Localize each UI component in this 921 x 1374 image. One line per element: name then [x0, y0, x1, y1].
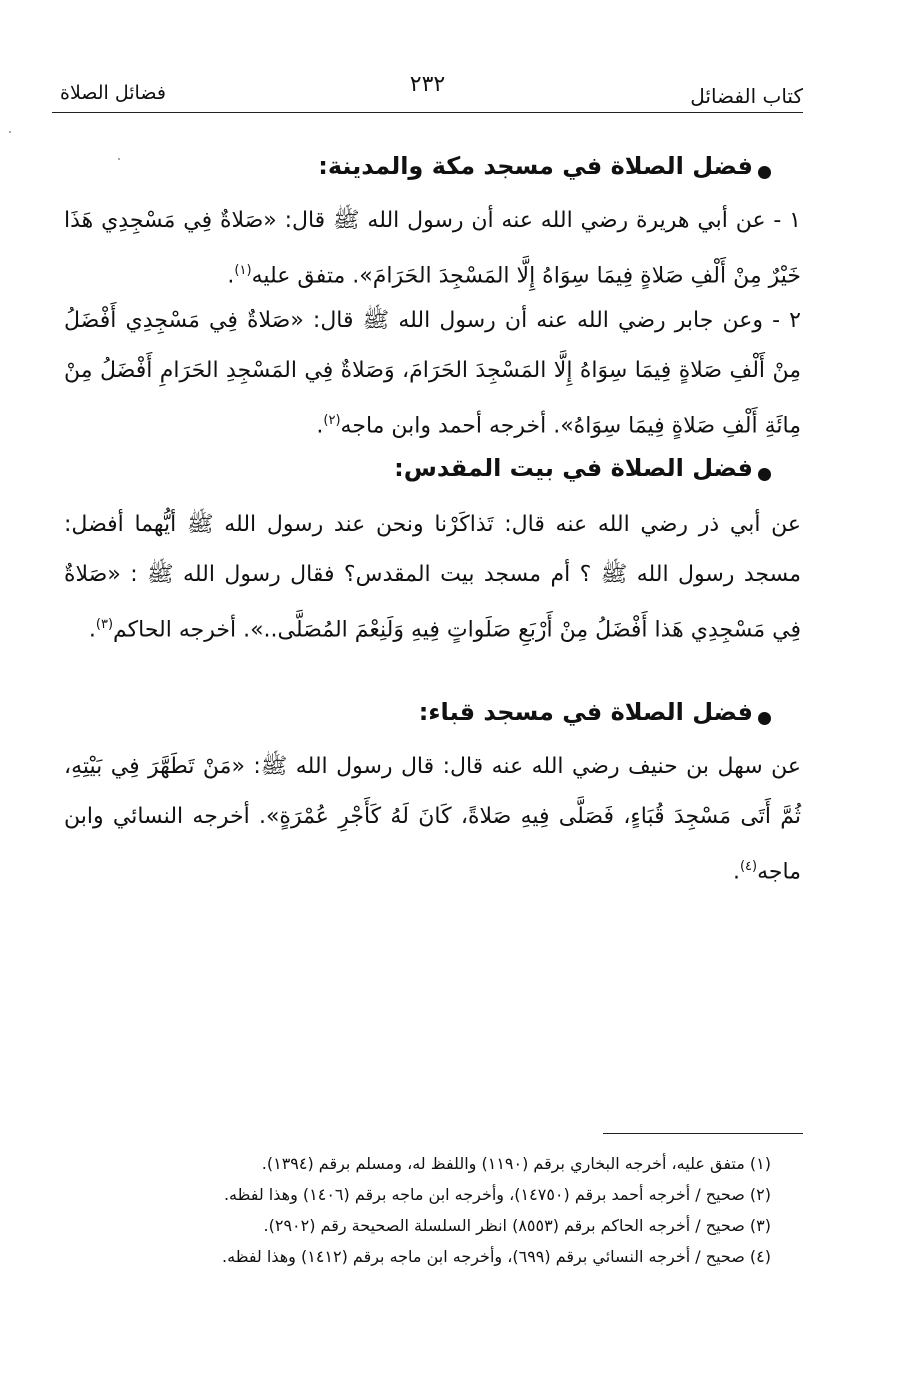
- scan-speck: [9, 131, 11, 133]
- section-heading-jerusalem: [394, 454, 779, 482]
- hadith-4: عن سهل بن حنيف رضي الله عنه قال: قال رسول الله ﷺ: «مَنْ تَطَهَّرَ فِي بَيْتِهِ، ثُمَّ أَتَى مَسْجِدَ قُبَاءٍ، فَصَلَّى فِيهِ صَلاةً، كَانَ لَهُ كَأَجْرِ عُمْرَةٍ». أخرجه النسائي وابن ماجه$^{(٤)}$.: [64, 754, 801, 885]
- footnote-ref-4[interactable]: (٤): [739, 859, 758, 874]
- hadith-1: ١ - عن أبي هريرة رضي الله عنه أن رسول الله ﷺ قال: «صَلاةٌ فِي مَسْجِدِي هَذَا خَيْرٌ مِنْ أَلْفِ صَلاةٍ فِيمَا سِوَاهُ إِلَّا المَسْجِدَ الحَرَامَ». متفق عليه$^{(١)}$.: [64, 208, 801, 289]
- hadith-3-text: عن أبي ذر رضي الله عنه قال: تَذاكَرْنا ونحن عند رسول الله ﷺ أيُّهما أفضل: مسجد رسول الله ﷺ ؟ أم مسجد بيت المقدس؟ فقال رسول الله ﷺ : «صَلاةٌ فِي مَسْجِدِي هَذا أَفْضَلُ مِنْ أَرْبَعِ صَلَواتٍ فِيهِ وَلَنِعْمَ المُصَلَّى..». أخرجه الحاكم: [64, 512, 801, 643]
- hadith-2: ٢ - وعن جابر رضي الله عنه أن رسول الله ﷺ قال: «صَلاةٌ فِي مَسْجِدِي أَفْضَلُ مِنْ أَلْفِ صَلاةٍ فِيمَا سِوَاهُ إِلَّا المَسْجِدَ الحَرَامَ، وَصَلاةٌ فِي المَسْجِدِ الحَرَامِ أَفْضَلُ مِنْ مِائَةِ أَلْفِ صَلاةٍ فِيمَا سِوَاهُ». أخرجه أحمد وابن ماجه$^{(٢)}$.: [64, 308, 801, 439]
- footnote-2: (٢) صحيح / أخرجه أحمد برقم (١٤٧٥٠)، وأخرجه ابن ماجه برقم (١٤٠٦) وهذا لفظه.: [223, 1185, 771, 1204]
- footnotes: [80, 1148, 771, 1272]
- footnote-ref-2[interactable]: (٢): [323, 413, 341, 428]
- chapter-title: فضائل الصلاة: [60, 82, 166, 104]
- section-heading-mecca-medina: [318, 152, 779, 180]
- page-header: [52, 72, 803, 113]
- footnote-1: (١) متفق عليه، أخرجه البخاري برقم (١١٩٠) واللفظ له، ومسلم برقم (١٣٩٤).: [261, 1154, 771, 1173]
- hadith-1-text: ١ - عن أبي هريرة رضي الله عنه أن رسول الله ﷺ قال: «صَلاةٌ فِي مَسْجِدِي هَذَا خَيْرٌ مِنْ أَلْفِ صَلاةٍ فِيمَا سِوَاهُ إِلَّا المَسْجِدَ الحَرَامَ». متفق عليه: [64, 208, 801, 289]
- footnote-3: (٣) صحيح / أخرجه الحاكم برقم (٨٥٥٣) انظر السلسلة الصحيحة رقم (٢٩٠٢).: [263, 1216, 771, 1235]
- section-heading-quba: [419, 698, 779, 726]
- footnote-ref-1[interactable]: (١): [234, 263, 252, 278]
- hadith-3: عن أبي ذر رضي الله عنه قال: تَذاكَرْنا ونحن عند رسول الله ﷺ أيُّهما أفضل: مسجد رسول الله ﷺ ؟ أم مسجد بيت المقدس؟ فقال رسول الله ﷺ : «صَلاةٌ فِي مَسْجِدِي هَذا أَفْضَلُ مِنْ أَرْبَعِ صَلَواتٍ فِيهِ وَلَنِعْمَ المُصَلَّى..». أخرجه الحاكم$^{(٣)}$.: [64, 512, 801, 643]
- book-title: كتاب الفضائل: [690, 84, 803, 108]
- footnote-ref-3[interactable]: (٣): [95, 617, 114, 632]
- hadith-2-text: ٢ - وعن جابر رضي الله عنه أن رسول الله ﷺ قال: «صَلاةٌ فِي مَسْجِدِي أَفْضَلُ مِنْ أَلْفِ صَلاةٍ فِيمَا سِوَاهُ إِلَّا المَسْجِدَ الحَرَامَ، وَصَلاةٌ فِي المَسْجِدِ الحَرَامِ أَفْضَلُ مِنْ مِائَةِ أَلْفِ صَلاةٍ فِيمَا سِوَاهُ». أخرجه أحمد وابن ماجه: [64, 308, 801, 439]
- section-heading-text: فضل الصلاة في مسجد قباء:: [418, 698, 753, 726]
- page-number: ٢٣٢: [409, 72, 446, 97]
- footnote-4: (٤) صحيح / أخرجه النسائي برقم (٦٩٩)، وأخرجه ابن ماجه برقم (١٤١٢) وهذا لفظه.: [222, 1247, 771, 1266]
- section-heading-text: فضل الصلاة في بيت المقدس:: [394, 454, 753, 482]
- hadith-4-text: عن سهل بن حنيف رضي الله عنه قال: قال رسول الله ﷺ: «مَنْ تَطَهَّرَ فِي بَيْتِهِ، ثُمَّ أَتَى مَسْجِدَ قُبَاءٍ، فَصَلَّى فِيهِ صَلاةً، كَانَ لَهُ كَأَجْرِ عُمْرَةٍ». أخرجه النسائي وابن ماجه: [64, 754, 801, 885]
- section-heading-text: فضل الصلاة في مسجد مكة والمدينة:: [318, 152, 753, 180]
- footnote-divider: [603, 1133, 803, 1134]
- scan-speck: [118, 158, 120, 160]
